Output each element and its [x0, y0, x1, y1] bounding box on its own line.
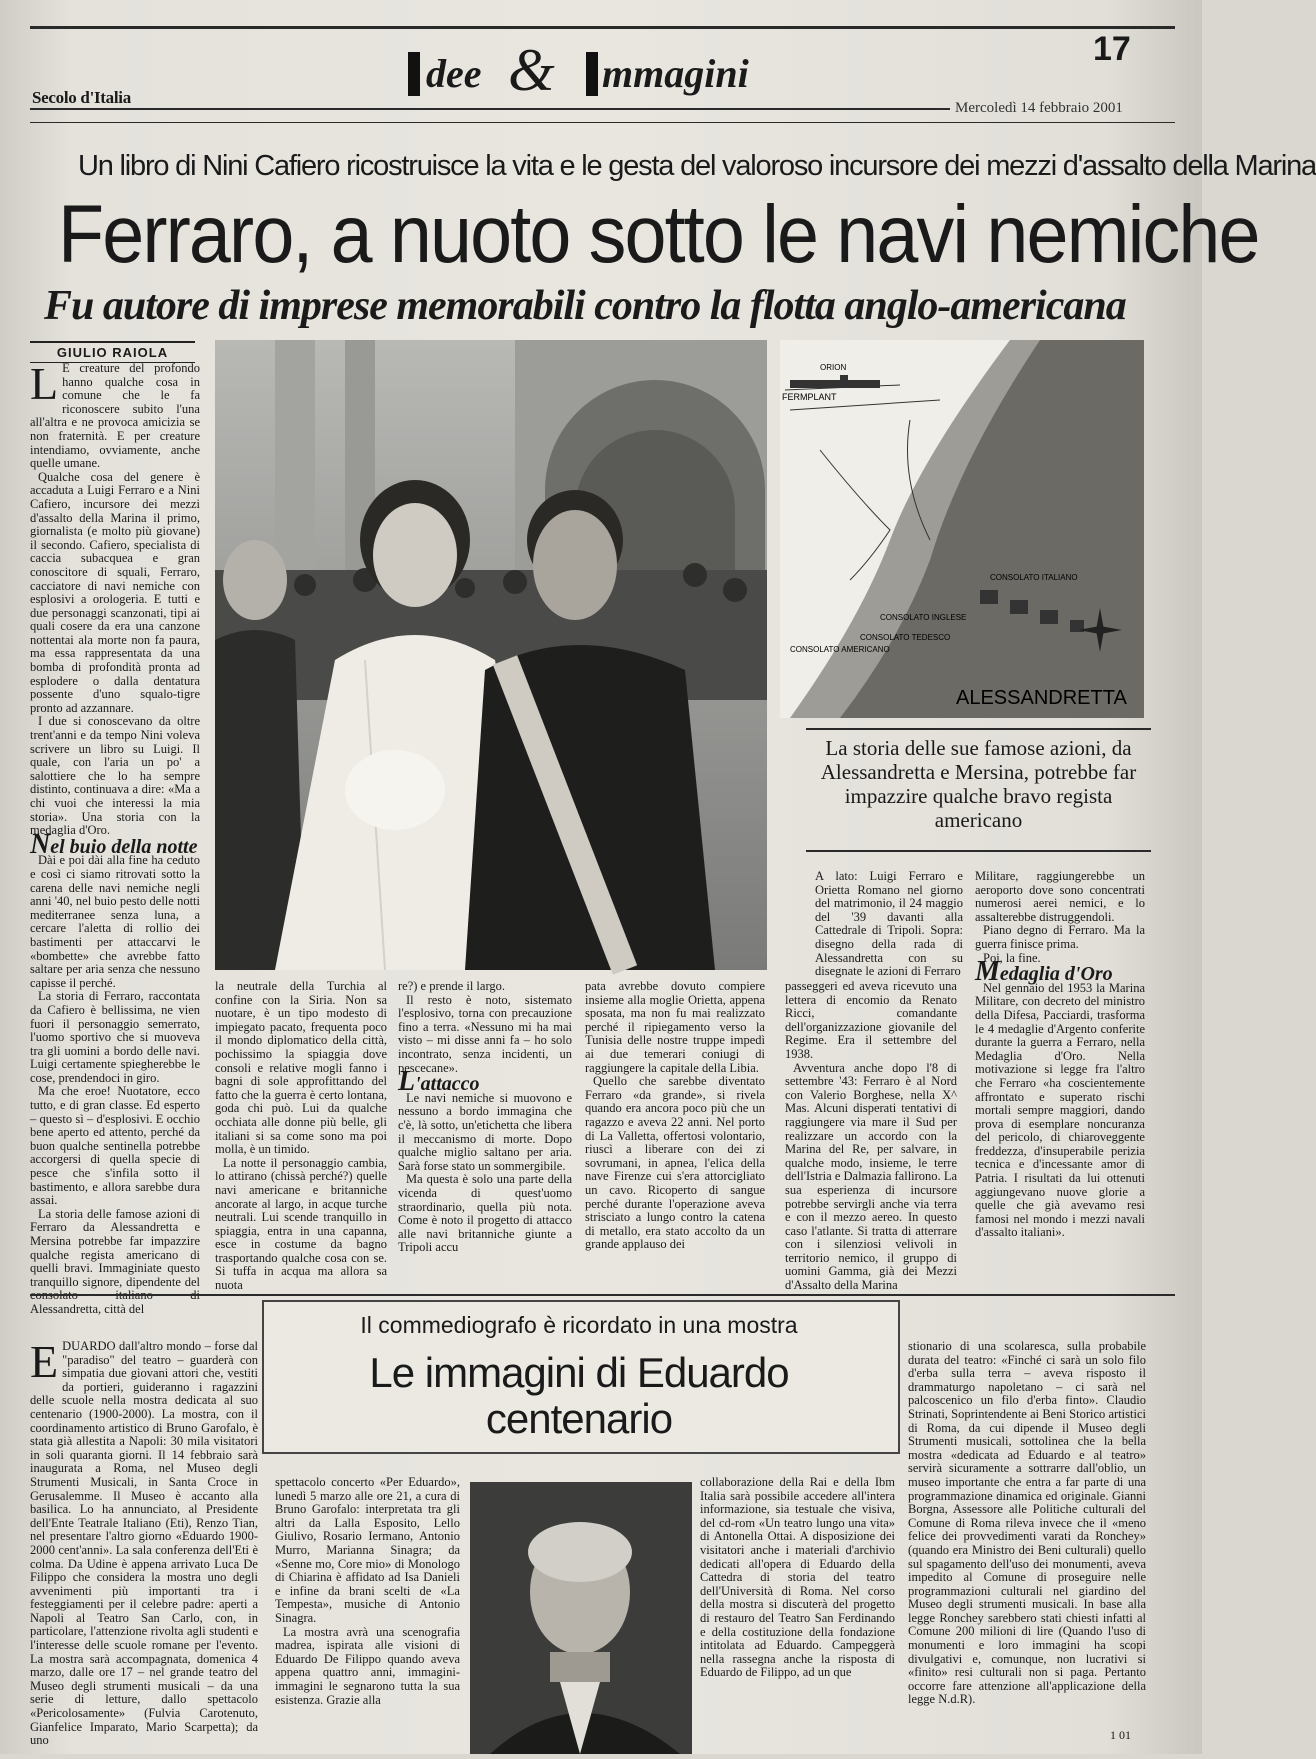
- date-line: Mercoledì 14 febbraio 2001: [955, 100, 1123, 116]
- paragraph: E creature del profondo hanno qualche cosa in comune che le fa riconoscere subito l'una all'altra e ne provoca amicizia se non fraternità. E per creature intendiamo, ovviamente, anche quelle umane.: [30, 361, 200, 471]
- paragraph: Quello che sarebbe diventato Ferraro «da grande», si rivela quando era ancora poco più che un ragazzo e aveva 22 anni. Nel porto di La Valletta, offertosi volontario, riuscì a liberare con dei zi sovrumani, in apnea, l'elica della nave Firenze cui s'era attorcigliato un cavo. Ricoperto di sangue perché durante l'operazione aveva strisciato a lungo contro la catena di metallo, era stato accolto da un grande applauso dei: [585, 1074, 765, 1252]
- pullquote-rule-bottom: [806, 850, 1151, 852]
- article-subhead: Fu autore di imprese memorabili contro la flotta anglo-americana: [44, 283, 1126, 329]
- map-label-uk-consulate: CONSOLATO INGLESE: [880, 613, 967, 622]
- section-word-ideas: dee: [426, 51, 482, 96]
- subsection-title: Nel buio della notte: [30, 828, 198, 860]
- section-initial-block: [408, 52, 420, 96]
- paragraph: Ma questa è solo una parte della vicenda di quest'uomo straordinario, quella più nota. Come è noto il progetto di attacco alle navi britanniche giunte a Tripoli accu: [398, 1172, 572, 1255]
- page-mark: 1 01: [1110, 1728, 1131, 1742]
- map-label-us-consulate: CONSOLATO AMERICANO: [790, 645, 890, 654]
- drop-cap: E: [30, 1336, 59, 1387]
- page-number: 17: [1093, 30, 1131, 68]
- paragraph: I due si conoscevano da oltre trent'anni e da tempo Nini voleva scrivere un libro su Luigi. Il quale, con l'aria un po' a salottiere che lo ha sempre distinto, continuava a dire: «Ma a chi vuoi che interessi la mia storia». Una storia con la medaglia d'Oro.: [30, 714, 200, 838]
- paragraph: Le navi nemiche si muovono e nessuno a bordo immagina che c'è, là sotto, un'etichetta che libera il meccanismo di morte. Dopo qualche miglio saltano per aria. Sarà forse stato un sommergibile.: [398, 1090, 572, 1173]
- article-column-3: [398, 980, 572, 1290]
- byline: GIULIO RAIOLA: [30, 341, 195, 363]
- paragraph: Il resto è noto, sistemato l'esplosivo, torna con precauzione fino a terra. «Nessuno mi ha mai visto – mi disse anni fa – ho solo incontrato, senza incidenti, un pescecane».: [398, 992, 572, 1075]
- second-column-3: [700, 1476, 895, 1752]
- map-label-it-consulate: CONSOLATO ITALIANO: [990, 573, 1078, 582]
- article-column-5: [785, 979, 957, 1293]
- header-rule-2: [30, 122, 1175, 123]
- map-label-ship: FERMPLANT: [782, 392, 837, 402]
- paragraph: Avventura anche dopo l'8 di settembre '43: Ferraro è al Nord con Valerio Borghese, nella X^ Mas. Alcuni disperati tentativi di raggiungere via mare il Sud per realizzare un accordo con la Marina del Re, per salvare, in qualche modo, insieme, le terre dell'Istria e Dalmazia fallirono. La sua esperienza di incursore potrebbe servirgli anche via terra e con il mezzo aereo. In questo caso l'atlante. Si tratta di atterrare con i silenziosi velivoli in territorio nemico, il gruppo di uomini Gamma, già dei Mezzi d'Assalto della Marina: [785, 1060, 957, 1293]
- paragraph: re?) e prende il largo.: [398, 979, 506, 993]
- paragraph: La storia delle famose azioni di Ferraro da Alessandretta e Mersina potrebbe far impazzire qualche regista americano di quelli bravi. Immaginiate questo tranquillo signore, dipendente del Alessandretta, città del: [30, 1206, 200, 1316]
- paragraph: Militare, raggiungerebbe un aeroporto dove sono concentrati numerosi aerei nemici, e lo assalterebbe distruggendoli.: [975, 869, 1145, 924]
- eduardo-photo-graphic: [470, 1482, 692, 1754]
- article-column-4: [585, 980, 765, 1290]
- pull-quote: La storia delle sue famose azioni, da Alessandretta e Mersina, potrebbe far impazzire qualche bravo regista americano: [820, 736, 1137, 832]
- article-headline: Ferraro, a nuoto sotto le navi nemiche: [58, 189, 1259, 280]
- paragraph: passeggeri ed aveva ricevuto una lettera di encomio da Renato Ricci, comandante dell'organizzazione giovanile del Regime. Era il settembre del 1938.: [785, 979, 957, 1061]
- second-column-4: [908, 1340, 1146, 1750]
- section-heading: [408, 37, 768, 103]
- top-rule: [30, 26, 1175, 29]
- section-initial-block-2: [586, 52, 598, 96]
- paragraph: La notte il personaggio cambia, lo attirano (chissà perché?) quelle navi americane e britanniche ancorate al largo, in acque turche neutrali. Lui scende tranquillo in spiaggia, entra in una capanna, esce in costume da bagno trasportando qualche cosa con se. Si tuffa in acqua ma allora sa nuota: [215, 1155, 387, 1293]
- paragraph: Ma che eroe! Nuotatore, ecco tutto, e di gran classe. Ed esperto – questo sì – d'esplosivi. E occhio bene aperto ed attento, perché da buon qualche sentinella potrebbe accorgersi di quella specie di pesce che s'infila sotto il bastimento, e allora sarebbe dura assai.: [30, 1084, 200, 1208]
- subsection-title: L'attacco: [398, 1066, 480, 1098]
- pullquote-rule-top: [806, 728, 1151, 730]
- map-drawing: [780, 340, 1144, 718]
- second-column-2: [275, 1476, 460, 1752]
- header-rule: [30, 108, 950, 110]
- paragraph: Nel gennaio del 1953 la Marina Militare, con decreto del ministro della Difesa, Pacciardi, trasforma le 4 medaglie d'Argento conferite durante la guerra a Ferraro, nella Medaglia d'Oro. Nella motivazione si legge fra l'altro che Ferraro «ha coscientemente affrontato e superato rischi mortali sempre maggiori, dando prova di esemplare noncuranza del pericolo, di chiaroveggente freddezza, d'insuperabile perizia tecnica e d'incessante amor di Patria. I risultati da lui ottenuti aggiungevano nuove glorie a quelle che già avevamo resi famosi nel mondo i mezzi navali d'assalto italiani».: [975, 980, 1145, 1240]
- photo-caption: A lato: Luigi Ferraro e Orietta Romano nel giorno del matrimonio, il 24 maggio del '39 davanti alla Cattedrale di Tripoli. Sopra: disegno della rada di Alessandretta con su disegnate le azioni di Ferraro: [815, 869, 963, 979]
- wedding-photo-graphic: [215, 340, 767, 970]
- paragraph: La storia di Ferraro, raccontata da Cafiero è bellissima, ne vien fuori il personaggio semerrato, l'uomo sportivo che si muoveva tra gli uomini a bordo delle navi. Luigi certamente spiegherebbe le cose, prendendoci in giro.: [30, 989, 200, 1085]
- map-label-ship-2: ORION: [820, 363, 847, 372]
- section-word-images: mmagini: [602, 51, 749, 96]
- paragraph: Dài e poi dài alla fine ha ceduto e così ci siamo ritrovati sotto la carena delle navi nemiche negli anni '40, nel buio pesto delle notti mediterranee senza luna, a cercare l'aletta di rollio dei bastimenti per attaccarvi le «bombette» che avrebbe fatto saltare per aria senza che nessuno capisse il perché.: [30, 853, 200, 990]
- map-title: ALESSANDRETTA: [956, 687, 1127, 709]
- article-kicker: Un libro di Nini Cafiero ricostruisce la vita e le gesta del valoroso incursore dei mezzi d'assalto della Marina: [78, 150, 1316, 182]
- second-article-kicker: Il commediografo è ricordato in una mostra: [360, 1312, 798, 1338]
- paragraph: Poi, la fine.: [983, 950, 1041, 965]
- article-separator: [30, 1294, 1175, 1296]
- article-column-2: [215, 979, 387, 1293]
- second-column-1: [30, 1336, 258, 1750]
- map-label-de-consulate: CONSOLATO TEDESCO: [860, 633, 951, 642]
- paragraph: Qualche cosa del genere è accaduta a Luigi Ferraro e a Nini Cafiero, incursore dei mezzi d'assalto della Marina il primo, giornalista (e molto più giovane) il secondo. Cafiero, specialista di caccia subacquea e gran conoscitore di squali, Ferraro, cacciatore di navi nemiche con esplosivi a orologeria. E tutti e due personaggi scanzonati, tipi ai quali cosere da era una canzone nottentai ala morte non fa paura, ma essa rappresentata da una bomba di profondità pronta ad esplodere o dalla dentatura possente d'uno squalo-tigre pronto ad azzannare.: [30, 469, 200, 715]
- section-ampersand: &: [508, 37, 555, 103]
- paper-name: Secolo d'Italia: [32, 88, 131, 107]
- paragraph: La mostra avrà una scenografia madrea, ispirata alle visioni di Eduardo De Filippo quando aveva appena quattro anni, immagini-immagini le segnarono tutta la sua esistenza. Grazie alla: [275, 1624, 460, 1707]
- paragraph: pata avrebbe dovuto compiere insieme alla moglie Orietta, appena sposata, ma non fu mai realizzato perché il ripiegamento verso la Tunisia delle nostre truppe impedì ai due temerari coniugi di raggiungere la capitale della Libia.: [585, 979, 765, 1075]
- map-graphic: [780, 340, 1144, 718]
- drop-cap: L: [30, 358, 59, 409]
- paragraph: DUARDO dall'altro mondo – forse dal "paradiso" del teatro – guarderà con simpatia due giovani attori che, vestiti da portieri, guideranno i ragazzini delle scuole nella mostra dedicata al suo centenario (1900-2000). La mostra, con il coordinamento artistico di Bruno Garofalo, è stata già allestita a Napoli: 30 mila visitatori in soli quaranta giorni. Il 14 febbraio sarà inaugurata a Roma, nel Museo degli Strumenti Musicali, in Santa Croce in Gerusalemme. Il Museo è accanto alla basilica. Lo ha annunciato, al Presidente dell'Ente Teatrale Italiano (Eti), Renzo Tian, nel presentare l'altro giorno «Eduardo 1900-2000 cent'anni». La sala conferenza dell'Eti è colma. Da Udine è appena arrivato Luca De Filippo che considera la mostra uno degli avvenimenti più importanti tra i festeggiamenti per il celebre padre: aperti a Napoli al Teatro San Carlo, con, in particolare, l'attenzione rivolta agli studenti e l'interesse delle scuole romane per l'evento. La mostra sarà accompagnata, domenica 4 marzo, dalle ore 17 – nel grande teatro del Museo degli strumenti musicali – da una serie di letture, dallo spettacolo «Pericolosamente» (Fulvia Carotenuto, Gianfelice Imparato, Mario Scarpetta); da uno: [30, 1339, 258, 1748]
- paragraph: la neutrale della Turchia al confine con la Siria. Non sa nuotare, è un tipo modesto di impiegato pacato, frequenta poco il mondo diplomatico della città, pochissimo la spiaggia dove consoli e relative mogli fanno i bagni di sole approfittando del fatto che la guerra è certo lontana, goda chi può. Lui da qualche occhiata alle donne più belle, gli italiani si sa come sono ma poi molla, è un timido.: [215, 979, 387, 1157]
- subsection-title: Medaglia d'Oro: [975, 956, 1113, 988]
- second-article-headline: Le immagini di Eduardo centenario: [369, 1349, 789, 1442]
- paragraph: collaborazione della Rai e della Ibm Italia sarà possibile accedere all'intera informazione, sia testuale che visiva, del cd-rom «Un teatro lungo una vita» di Antonella Ottai. A disposizione dei visitatori anche i materiali d'archivio dedicati all'opera di Eduardo della Cattedra di storia del teatro dell'Università di Roma. Nel corso della mostra si discuterà del progetto di restauro del Teatro San Ferdinando e della costituzione della fondazione intitolata ad Eduardo. Campeggerà nella rassegna anche la risposta di Eduardo de Filippo, ad un que: [700, 1475, 895, 1680]
- paragraph: stionario di una scolaresca, sulla probabile durata del teatro: «Finché ci sarà un solo filo d'erba sulla terra – aveva risposto il drammaturgo napoletano – ci sarà nel palcoscenico un filo d'erba finto». Claudio Strinati, Soprintendente ai Beni Storico artistici di Roma, da cui dipende il Museo degli Strumenti musicali, sottolinea che la bella mostra «dedicata ad Eduardo e al teatro» servirà sicuramente a sottrarre dall'oblio, un museo importante che entra a far parte di una programmazione dinamica ed originale. Gianni Borgna, Assessore alle Politiche culturali del Comune di Roma rileva invece che il «meno felice dei provvedimenti varati da Ronchey» (quando era Ministro dei Beni culturali) quello sul spagamento dell'uso dei monumenti, aveva impedito al Comune di proseguire nelle programmazioni culturali nel giardino del Museo degli strumenti musicali. In base alla legge Ronchey sarebbero stati chiesti infatti al Comune 200 milioni di lire (Quando l'uso di monumenti e loro immagini ha scopi divulgativi e, comunque, non lucrativi si «finito» resi culturali non si paga. Pertanto occorre fare attenzione all'applicazione della legge N.d.R).: [908, 1339, 1146, 1707]
- paragraph: spettacolo concerto «Per Eduardo», lunedì 5 marzo alle ore 21, a cura di Bruno Garofalo: interpretata tra gli altri da Lalla Esposito, Lello Giulivo, Rosario Iermano, Antonio Murro, Marianna Sinagra; da «Senne mo, Core mio» di Monologo di Chiarina è affidato ad Isa Danieli e infine da brani scelti de «La Tempesta», musiche di Antonio Sinagra.: [275, 1475, 460, 1625]
- article-column-6: [975, 870, 1145, 1290]
- wedding-photo: [215, 340, 767, 970]
- paragraph: Piano degno di Ferraro. Ma la guerra finisce prima.: [975, 923, 1145, 951]
- eduardo-photo: [470, 1482, 692, 1754]
- article-column-1: [30, 358, 200, 1316]
